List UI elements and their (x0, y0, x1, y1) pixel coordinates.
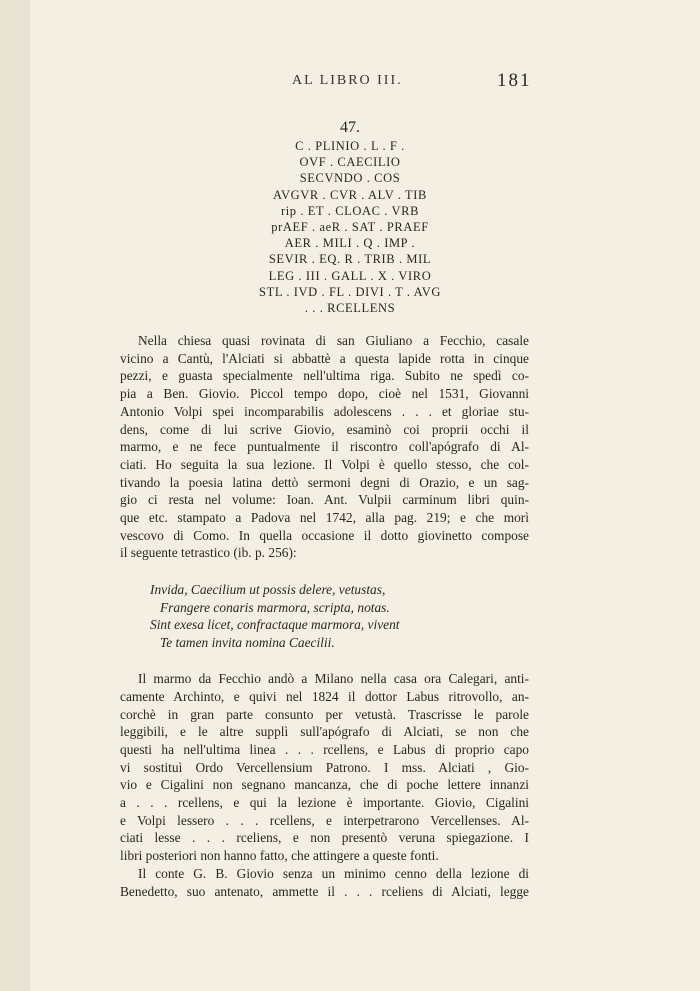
text-line: Antonio Volpi spei incomparabilis adolescens . . . et gloriae stu- (120, 403, 529, 419)
text-line: pezzi, e guasta specialmente nell'ultima riga. Subito ne spedì co- (120, 368, 529, 384)
inscription-line: AER . MILI . Q . IMP . (284, 236, 416, 251)
text-line: e Volpi lessero . . . rcellens, e interpetrarono Vercellenses. Al- (120, 812, 529, 828)
text-line: a . . . rcellens, e qui la lezione è importante. Giovio, Cigalini (120, 795, 529, 811)
text-line: vicino a Cantù, l'Alciati si abbattè a questa lapide rotta in cinque (120, 350, 529, 366)
text-line: gio ci resta nel volume: Ioan. Ant. Vulpii carminum libri quin- (120, 492, 529, 508)
body-text (120, 332, 529, 900)
inscription-line: OVF . CAECILIO (299, 155, 401, 170)
paragraph-2 (120, 670, 529, 865)
text-line: tivando la poesia latina dettò sermoni degni di Orazio, e un sag- (120, 474, 529, 490)
inscription-line: C . PLINIO . L . F . (295, 139, 405, 153)
inscription-line: AVGVR . CVR . ALV . TIB (273, 187, 427, 202)
inscription-block (180, 119, 520, 316)
text-line: Il conte G. B. Giovio senza un minimo cenno della lezione di (138, 865, 529, 881)
poem-line: Te tamen invita nomina Caecilii. (160, 634, 335, 650)
inscription-line: rip . ET . CLOAC . VRB (280, 203, 420, 218)
paragraph-3 (120, 865, 529, 900)
page-gutter (0, 0, 30, 991)
text-line: Benedetto, suo antenato, ammette il . . . rceliens di Alciati, legge (120, 883, 529, 899)
text-line: marmo, e ne fece puntualmente il riscontro coll'apógrafo di Al- (120, 439, 529, 455)
inscription-line: LEG . III . GALL . X . VIRO (268, 268, 432, 283)
running-head: AL LIBRO III. (292, 73, 403, 88)
text-line: leggibili, e le altre supplì sull'apógrafo di Alciati, se non che (120, 724, 529, 740)
text-line: pia a Ben. Giovio. Piccol tempo dopo, cioè nel 1531, Giovanni (120, 386, 529, 402)
text-line: il seguente tetrastico (ib. p. 256): (120, 545, 297, 561)
inscription-line: . . . RCELLENS (304, 301, 396, 316)
inscription-number: 47. (340, 119, 360, 136)
inscription-line: SEVIR . EQ. R . TRIB . MIL (268, 252, 432, 267)
inscription-line: SECVNDO . COS (299, 171, 401, 186)
text-line: camente Archinto, e quivi nel 1824 il dottor Labus ritrovollo, an- (120, 688, 529, 704)
poem-tetrastich (120, 581, 529, 651)
text-line: vio e Cigalini non segnano mancanza, che di poche lettere innanzi (120, 777, 529, 793)
poem-line: Invida, Caecilium ut possis delere, vetustas, (150, 582, 386, 598)
text-line: questi ha nell'ultima linea . . . rcellens, e Labus di proprio capo (120, 741, 529, 757)
poem-line: Sint exesa licet, confractaque marmora, vivent (150, 617, 400, 633)
text-line: ciati. Ho seguita la sua lezione. Il Volpi è quello stesso, che col- (120, 456, 529, 472)
inscription-line: prAEF . aeR . SAT . PRAEF (271, 220, 429, 235)
text-line: Il marmo da Fecchio andò a Milano nella casa ora Calegari, anti- (138, 671, 529, 687)
text-line: dens, come di lui scrive Giovio, esaminò coi proprii occhi il (120, 421, 529, 437)
text-line: vescovo di Como. In quella occasione il dotto giovinetto compose (120, 527, 529, 543)
text-line: que etc. stampato a Padova nel 1742, alla pag. 219; e che morì (120, 510, 529, 526)
page-number: 181 (497, 70, 532, 91)
poem-line: Frangere conaris marmora, scripta, notas. (160, 599, 390, 615)
inscription-line: STL . IVD . FL . DIVI . T . AVG (259, 284, 441, 299)
text-line: ciati lesse . . . rceliens, e non presentò veruna spiegazione. I (120, 830, 529, 846)
text-line: Nella chiesa quasi rovinata di san Giuliano a Fecchio, casale (138, 333, 529, 348)
text-line: libri posteriori non hanno fatto, che attingere a queste fonti. (120, 848, 439, 864)
text-line: vi sostituì Ordo Vercellensium Patrono. I mss. Alciati , Gio- (120, 759, 529, 775)
paragraph-1 (120, 332, 529, 562)
text-line: corchè in gran parte consunto per vetustà. Trascrisse le parole (120, 706, 529, 722)
